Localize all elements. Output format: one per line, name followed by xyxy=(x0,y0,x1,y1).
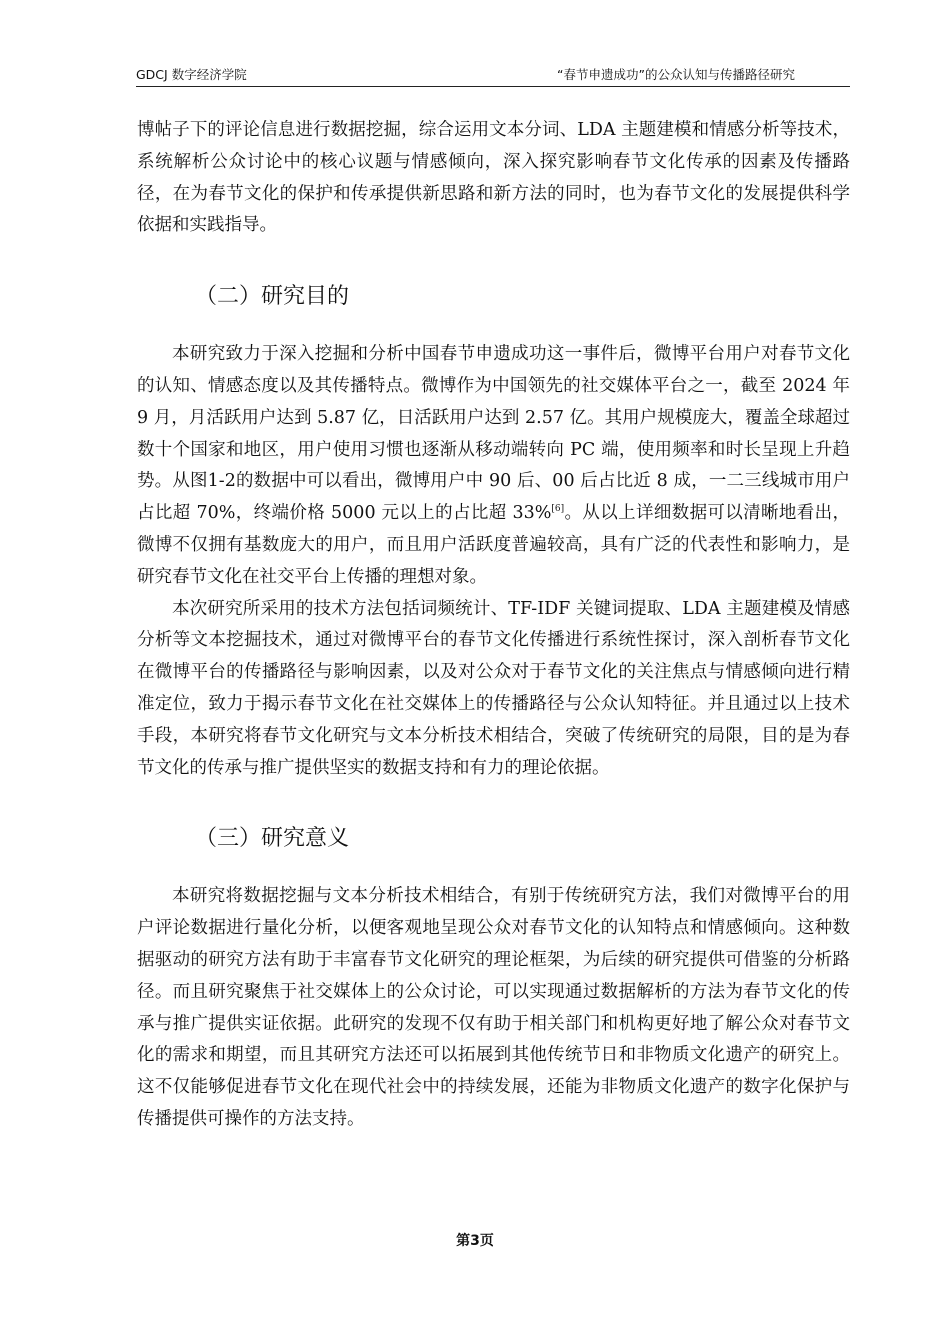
research-purpose-paragraph-1 xyxy=(137,339,850,593)
research-purpose-paragraph-2: 本次研究所采用的技术方法包括词频统计、TF-IDF 关键词提取、LDA 主题建模及情感分析等文本挖掘技术，通过对微博平台的春节文化传播进行系统性探讨，深入剖析春节文化在微博平台的传播路径与影响因素，以及对公众对于春节文化的关注焦点与情感倾向进行精准定位，致力于揭示春节文化在社交媒体上的传播路径与公众认知特征。并且通过以上技术手段，本研究将春节文化研究与文本分析技术相结合，突破了传统研究的局限，目的是为春节文化的传承与推广提供坚实的数据支持和有力的理论依据。 xyxy=(137,598,850,778)
research-significance-paragraph: 本研究将数据挖掘与文本分析技术相结合，有别于传统研究方法，我们对微博平台的用户评论数据进行量化分析，以便客观地呈现公众对春节文化的认知特点和情感倾向。这种数据驱动的研究方法有助于丰富春节文化研究的理论框架，为后续的研究提供可借鉴的分析路径。而且研究聚焦于社交媒体上的公众讨论，可以实现通过数据解析的方法为春节文化的传承与推广提供实证依据。此研究的发现不仅有助于相关部门和机构更好地了解公众对春节文化的需求和期望，而且其研究方法还可以拓展到其他传统节日和非物质文化遗产的研究上。这不仅能够促进春节文化在现代社会中的持续发展，还能为非物质文化遗产的数字化保护与传播提供可操作的方法支持。 xyxy=(137,886,850,1129)
paragraph-text: 。从以上详细数据可以清晰地看出，微博不仅拥有基数庞大的用户，而且用户活跃度普遍较高，具有广泛的代表性和影响力，是研究春节文化在社交平台上传播的理想对象。 xyxy=(137,503,850,587)
paragraph-text: 本研究致力于深入挖掘和分析中国春节申遗成功这一事件后，微博平台用户对春节文化的认知、情感态度以及其传播特点。微博作为中国领先的社交媒体平台之一，截至 2024 年 9 月，月活跃用户达到 5.87 亿，日活跃用户达到 2.57 亿。其用户规模庞大，覆盖全球超过数十个国家和地区，用户使用习惯也逐渐从移动端转向 PC 端，使用频率和时长呈现上升趋势。从图1-2的数据中可以看出，微博用户中 90 后、00 后占比近 8 成，一二三线城市用户占比超 70%，终端价格 5000 元以上的占比超 33% xyxy=(137,344,850,524)
intro-continuation-paragraph: 博帖子下的评论信息进行数据挖掘，综合运用文本分词、LDA 主题建模和情感分析等技术，系统解析公众讨论中的核心议题与情感倾向，深入探究影响春节文化传承的因素及传播路径，在为春节文化的保护和传承提供新思路和新方法的同时，也为春节文化的发展提供科学依据和实践指导。 xyxy=(137,120,850,236)
header-paper-title: “春节申遗成功”的公众认知与传播路径研究 xyxy=(557,67,795,82)
page-content xyxy=(137,115,850,1136)
citation-reference[interactable]: [6] xyxy=(551,504,565,515)
section-heading-research-significance: （三）研究意义 xyxy=(195,826,350,852)
page-header xyxy=(136,66,850,87)
header-school-name: GDCJ 数字经济学院 xyxy=(136,67,247,82)
section-heading-research-purpose: （二）研究目的 xyxy=(195,284,350,310)
page-number: 第3页 xyxy=(456,1233,494,1249)
